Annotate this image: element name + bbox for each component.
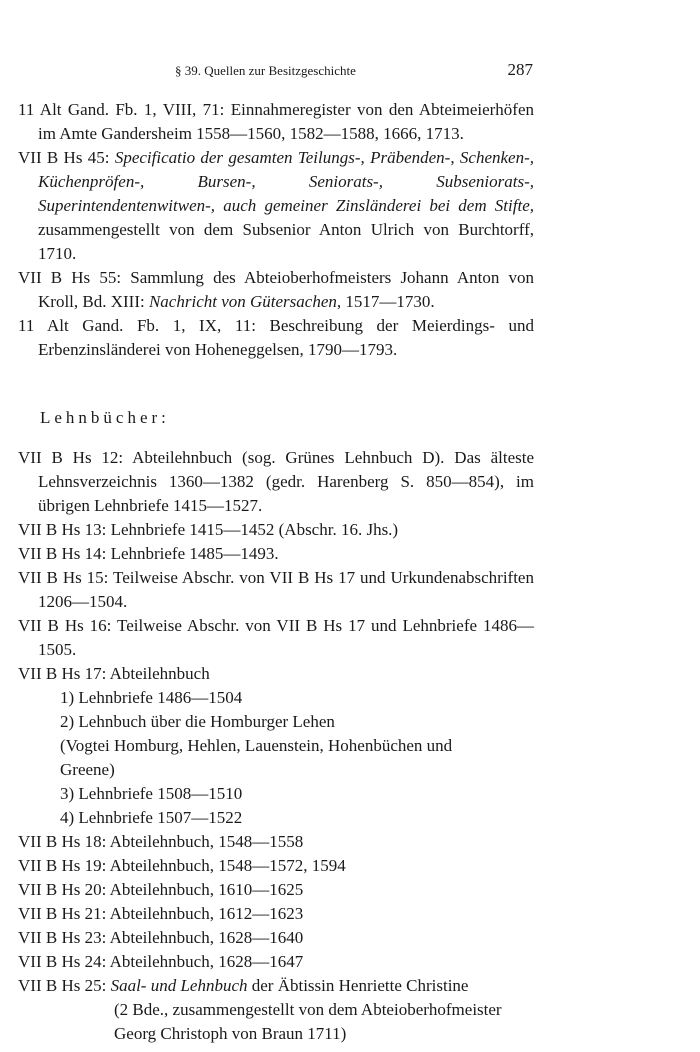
entry-ref: VII B Hs 16: (18, 616, 112, 635)
entry-text: Sammlung des Abteioberhofmeisters Johann Anton von Kroll, Bd. XIII: (38, 268, 535, 311)
entry (18, 854, 534, 878)
entry-ref: 11 Alt Gand. Fb. 1, IX, 11: (18, 316, 256, 335)
entry-text: Abteilehnbuch (109, 664, 210, 683)
entry-ref: VII B Hs 20: (18, 880, 107, 899)
entry-text: der Äbtissin Henriette Christine (251, 976, 469, 995)
entry-ref: VII B Hs 13: (18, 520, 107, 539)
entry-text: Teilweise Abschr. von VII B Hs 17 und Lehnbriefe 1486—1505. (38, 616, 534, 659)
entry-ref: VII B Hs 24: (18, 952, 107, 971)
entry (18, 146, 534, 266)
sub-item: 3) Lehnbriefe 1508—1510 (60, 784, 243, 803)
entry-text: Abteilehnbuch, 1610—1625 (109, 880, 304, 899)
continuation-line: Georg Christoph von Braun 1711) (114, 1024, 347, 1043)
sub-item: 1) Lehnbriefe 1486—1504 (60, 688, 243, 707)
entry-text-tail: 1517—1730. (345, 292, 435, 311)
entry-ref: VII B Hs 21: (18, 904, 107, 923)
entry (18, 950, 534, 974)
entry-ref: 11 Alt Gand. Fb. 1, VIII, 71: (18, 100, 225, 119)
entry-ref: VII B Hs 23: (18, 928, 107, 947)
entry-text: Abteilehnbuch, 1548—1572, 1594 (109, 856, 346, 875)
entry (18, 518, 534, 542)
entries-block (18, 98, 534, 1046)
entry-text: Abteilehnbuch, 1628—1640 (109, 928, 304, 947)
entry (18, 542, 534, 566)
entry-head (18, 662, 534, 686)
entry-head (18, 974, 534, 998)
running-head: § 39. Quellen zur Besitzgeschichte (175, 63, 356, 78)
entry-text: Abteilehnbuch (sog. Grünes Lehnbuch D). Das älteste Lehnsverzeichnis 1360—1382 (gedr. Harenberg S. 850—854), im übrigen Lehnbriefe 1415—1527. (38, 448, 535, 515)
entry-ref: VII B Hs 15: (18, 568, 109, 587)
entry (18, 926, 534, 950)
entry-text: Abteilehnbuch, 1612—1623 (109, 904, 304, 923)
entry-text: Lehnbriefe 1485—1493. (110, 544, 279, 563)
entry (18, 98, 534, 146)
entry-italic-title: Saal- und Lehnbuch (110, 976, 248, 995)
entry (18, 902, 534, 926)
entry-text: Einnahmeregister von den Abteimeierhöfen im Amte Gandersheim 1558—1560, 1582—1588, 1666, 1713. (38, 100, 535, 143)
entry-ref: VII B Hs 25: (18, 976, 107, 995)
continuation-line: (2 Bde., zusammengestellt von dem Abteioberhofmeister (114, 1000, 502, 1019)
entry-text: Teilweise Abschr. von VII B Hs 17 und Urkundenabschriften 1206—1504. (38, 568, 534, 611)
entry-ref: VII B Hs 18: (18, 832, 107, 851)
entry-text: zusammengestellt von dem Subsenior Anton Ulrich von Burchtorff, 1710. (38, 220, 534, 263)
sub-item: (Vogtei Homburg, Hehlen, Lauenstein, Hohenbüchen und (60, 736, 453, 755)
page-number: 287 (507, 60, 533, 79)
entry-text: Lehnbriefe 1415—1452 (Abschr. 16. Jhs.) (110, 520, 399, 539)
section-title: Lehnbücher: (40, 408, 170, 427)
entry-italic-title: Specificatio der gesamten Teilungs-, Präbenden-, Schenken-, Küchenpröfen-, Bursen-, Seniorats-, Subseniorats-, Superintendentenwitwen-, auch gemeiner Zinsländerei bei dem Stifte, (38, 148, 534, 215)
entry-ref: VII B Hs 45: (18, 148, 110, 167)
entry-ref: VII B Hs 55: (18, 268, 122, 287)
sub-item: 4) Lehnbriefe 1507—1522 (60, 808, 243, 827)
entry (18, 878, 534, 902)
entry-ref: VII B Hs 17: (18, 664, 107, 683)
entry (18, 314, 534, 362)
entry-text: Abteilehnbuch, 1548—1558 (109, 832, 304, 851)
entry (18, 446, 534, 518)
entry-hs25 (18, 974, 534, 1046)
sub-item: 2) Lehnbuch über die Homburger Lehen (60, 712, 335, 731)
entry-ref: VII B Hs 19: (18, 856, 107, 875)
entry-text: Beschreibung der Meierdings- und Erbenzinsländerei von Hoheneggelsen, 1790—1793. (38, 316, 534, 359)
entry-hs17 (18, 662, 534, 830)
entry (18, 614, 534, 662)
entry (18, 830, 534, 854)
entry-text: Abteilehnbuch, 1628—1647 (109, 952, 304, 971)
sub-item: Greene) (60, 760, 115, 779)
entry-ref: VII B Hs 14: (18, 544, 107, 563)
entry-ref: VII B Hs 12: (18, 448, 124, 467)
entry (18, 266, 534, 314)
entry-italic-title: Nachricht von Gütersachen, (148, 292, 342, 311)
entry (18, 566, 534, 614)
sub-list (18, 686, 534, 830)
